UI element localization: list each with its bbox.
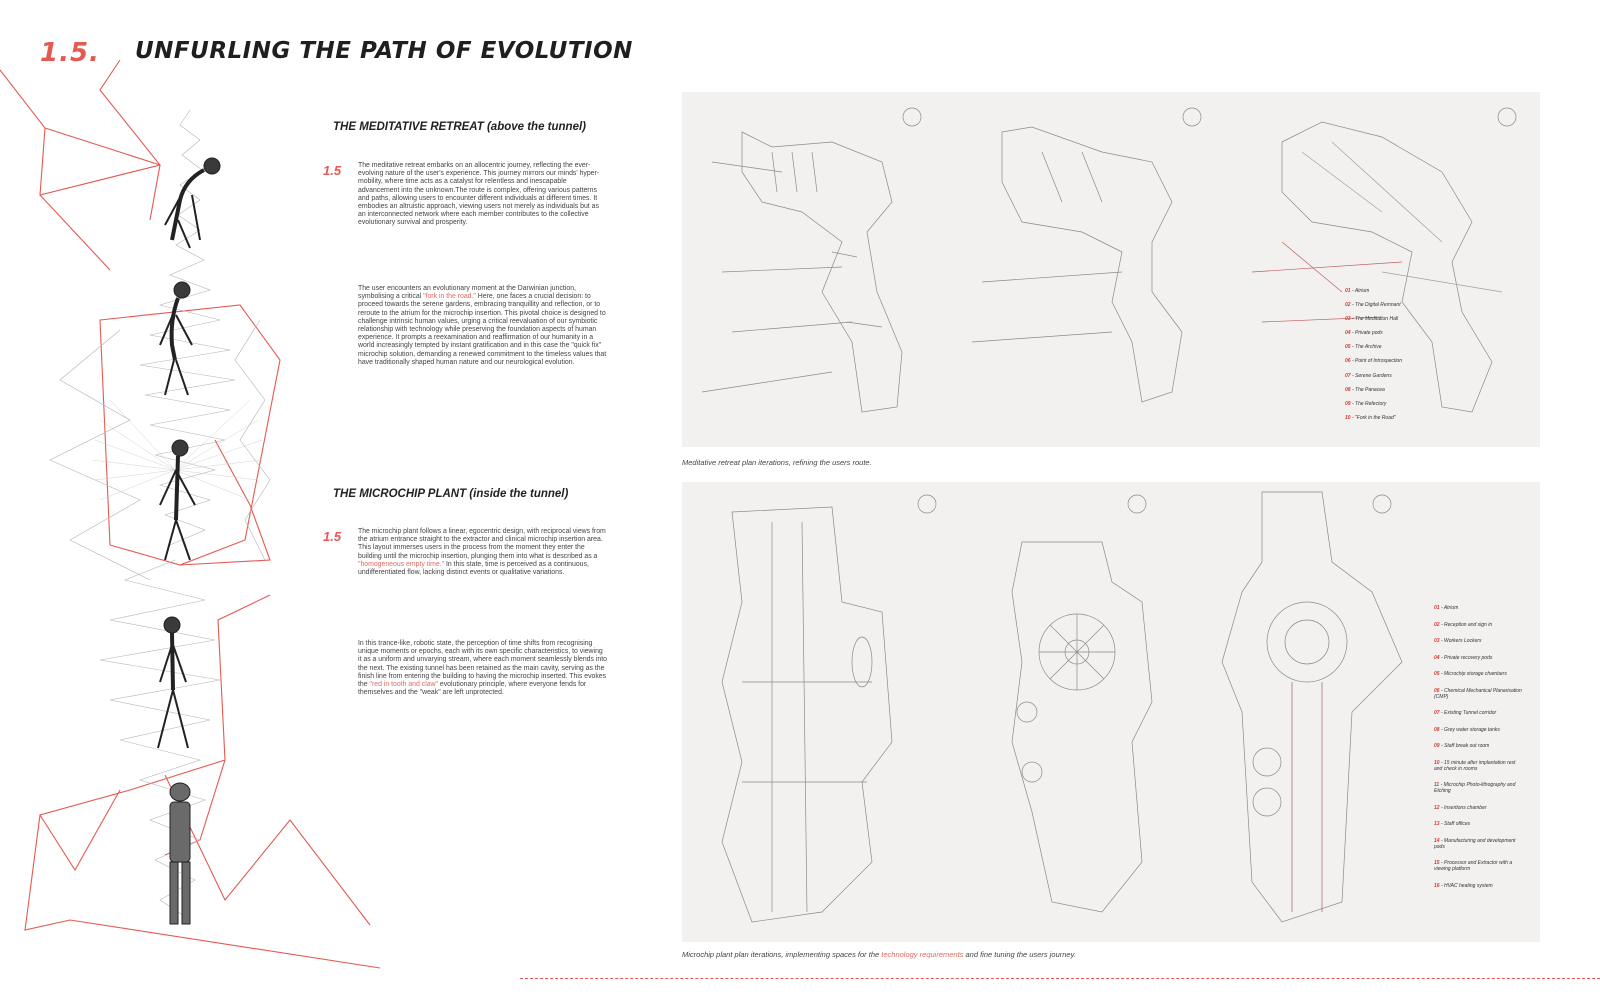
legend-item: 12 - Insertions chamber [1434,804,1487,811]
microchip-plan-iteration-1 [722,495,936,922]
legend-label: The Digital Remnant [1355,302,1401,309]
bottom-panel-caption [682,950,1076,959]
legend-item: 07 - Serene Gardens [1345,372,1392,379]
legend-item: 09 - Staff break out room [1434,743,1490,749]
meditative-paragraph-2 [358,285,608,367]
paragraph-text: In this trance-like, robotic state, the perception of time shifts from recognising unique moments or epochs, each with its own specific characteristics, to viewing it as a uniform and unvarying stream, where each moment seamlessly blends into the next. The existing tunnel has been retained as the main cavity, serving as the finish line from entering the building to having the microchip inserted. This evokes the [358,640,607,689]
microchip-plan-iteration-2 [1012,495,1152,912]
legend-number: 06 [1434,687,1440,694]
legend-item: 02 - Reception and sign in [1434,621,1493,628]
highlight-text: "fork in the road." [423,293,476,301]
legend-item: 15 - Processor and Extractor with a viewing platform [1434,860,1513,872]
legend-item: 08 - The Panacea [1345,386,1385,393]
legend-number: 13 [1434,821,1440,827]
section-number: 1.5. [40,38,100,68]
legend-item: 06 - Chemical Mechanical Planarisation (CMP) [1434,687,1522,700]
legend-label: Manufacturing and development pods [1434,837,1516,850]
legend-number: 03 [1434,638,1440,644]
legend-label: Microchip storage chambers [1444,671,1507,677]
legend-number: 14 [1434,837,1440,844]
skeleton-figures [158,158,220,924]
legend-label: Insertions chamber [1444,804,1487,811]
caption-text: and fine tuning the users journey. [963,950,1076,959]
meditative-paragraph-1: The meditative retreat embarks on an allocentric journey, reflecting the ever-evolving nature of the user's experience. This journey mirrors our minds' hyper-mobility, where time acts as a catalyst for relentless and inescapable advancement into the unknown.The route is complex, offering various patterns and paths, allowing users to encounter different individuals at different times. It embodies an altruistic approach, viewing users not merely as individuals but as an interconnected network where each member contributes to the collective evolutionary survival and prosperity. [358,162,600,227]
wave-lines [50,110,270,920]
legend-number: 07 [1345,372,1351,379]
legend-label: Processor and Extractor with a viewing platform [1434,860,1513,872]
legend-number: 05 [1434,671,1440,677]
legend-number: 05 [1345,344,1351,351]
legend-number: 08 [1434,726,1440,733]
paragraph-text: evolutionary principle, where everyone fends for themselves and the "weak" are left unprotected. [358,681,587,697]
microchip-plan-drawings [682,482,1540,942]
legend-number: 10 [1434,759,1440,766]
north-arrow-icon [903,108,921,126]
legend-number: 10 [1345,414,1351,421]
legend-label: Private recovery pods [1444,654,1493,661]
legend-item: 02 - The Digital Remnant [1345,302,1401,309]
legend-number: 02 [1434,621,1440,628]
dashed-divider [520,978,1600,979]
north-arrow-icon [1498,108,1516,126]
cyborg-figure [170,783,190,924]
legend-item: 01 - Atrium [1434,605,1459,611]
legend-label: Existing Tunnel corridor [1444,710,1497,716]
legend-number: 12 [1434,804,1440,811]
legend-label: The Archive [1355,344,1382,351]
legend-item: 09 - The Refectory [1345,400,1387,407]
legend-number: 15 [1434,860,1440,866]
legend-item: 08 - Grey water storage tanks [1434,726,1500,733]
legend-number: 09 [1345,400,1351,407]
early-hominid-skeleton-figure [160,282,192,395]
north-arrow-icon [918,495,936,513]
legend-label: The Refectory [1355,400,1387,407]
red-geometric-lines [0,60,380,968]
legend-number: 11 [1434,782,1440,788]
microchip-plan-panel [682,482,1540,942]
paragraph-number: 1.5 [323,163,342,178]
highlight-text: "homogeneous empty time." [358,560,445,568]
meditative-plan-iteration-2 [972,108,1201,402]
legend-label: "Fork in the Road" [1355,414,1396,421]
paragraph-text: Here, one faces a crucial decision: to proceed towards the serene gardens, embracing tranquillity and reflection, or to reroute to the atrium for the microchip insertion. This pivotal choice is designed to challenge intrinsic human values, urging a critical reevaluation of our symbiotic relationship with technology while preserving the foundation aspects of human experience. It prompts a reexamination and reaffirmation of our humanity in a world increasingly tempted by instant gratification and in this case the "quick fix" microchip solution, demanding a renewed commitment to the timeless values that have traditionally shaped human nature and our neurological evolution. [358,293,607,366]
legend-item: 03 - Workers Lockers [1434,638,1482,644]
legend-label: HVAC heating system [1444,882,1493,889]
legend-item: 10 - 15 minute after implantation rest and check in rooms [1434,759,1516,772]
highlight-text: "red in tooth and claw" [369,681,438,689]
legend-label: The Meditation Hall [1355,316,1399,323]
legend-item: 06 - Point of Introspection [1345,358,1402,365]
legend-label: The Panacea [1355,386,1385,393]
microchip-paragraph-1 [358,528,608,577]
legend-number: 03 [1345,316,1351,323]
human-skeleton-figure [158,617,188,748]
legend-number: 01 [1434,605,1440,611]
top-panel-caption: Meditative retreat plan iterations, refining the users route. [682,458,872,467]
section-heading-microchip: THE MICROCHIP PLANT (inside the tunnel) [333,488,569,500]
microchip-plan-iteration-3 [1222,492,1402,922]
legend-item: 04 - Private recovery pods [1434,654,1493,661]
legend-number: 16 [1434,882,1440,889]
legend-number: 08 [1345,386,1351,393]
section-heading-meditative: THE MEDITATIVE RETREAT (above the tunnel) [333,121,586,133]
legend-number: 09 [1434,743,1440,749]
legend-item: 10 - "Fork in the Road" [1345,414,1396,421]
legend-item: 11 - Microchip Photo-lithography and Etching [1434,782,1516,794]
legend-label: Chemical Mechanical Planarisation (CMP) [1434,687,1522,700]
legend-label: Atrium [1443,605,1459,611]
legend-number: 04 [1434,654,1440,661]
meditative-legend [1345,288,1435,429]
north-arrow-icon [1128,495,1146,513]
legend-item: 05 - The Archive [1345,344,1382,351]
caption-text: Microchip plant plan iterations, implementing spaces for the [682,950,882,959]
microchip-paragraph-2 [358,640,608,697]
paragraph-text: The user encounters an evolutionary moment at the Darwinian junction, symbolising a critical [358,285,576,301]
legend-number: 04 [1345,330,1351,337]
legend-item: 03 - The Meditation Hall [1345,316,1399,323]
legend-label: Atrium [1354,288,1370,294]
legend-label: Staff break out room [1444,743,1490,749]
legend-item: 14 - Manufacturing and development pods [1434,837,1516,850]
legend-item: 07 - Existing Tunnel corridor [1434,710,1497,716]
meditative-plan-iteration-1 [702,108,921,412]
legend-label: Serene Gardens [1355,372,1392,379]
hatch-fan [92,400,262,500]
legend-item: 05 - Microchip storage chambers [1434,671,1507,677]
legend-label: Workers Lockers [1444,638,1482,644]
legend-label: 15 minute after implantation rest and check in rooms [1434,759,1516,772]
paragraph-text: The microchip plant follows a linear, egocentric design, with reciprocal views from the atrium entrance straight to the extractor and clinical microchip insertion area. This layout immerses users in the process from the moment they enter the building until the microchip insertion, plunging them into what is described as a [358,528,606,560]
microchip-legend [1434,605,1524,899]
caption-highlight: technology requirements [881,950,964,959]
page-title: UNFURLING THE PATH OF EVOLUTION [135,38,633,64]
legend-item: 13 - Staff offices [1434,821,1471,827]
legend-label: Grey water storage tanks [1444,726,1500,733]
legend-number: 01 [1345,288,1351,294]
legend-label: Reception and sign in [1444,621,1493,628]
paragraph-number: 1.5 [323,529,342,544]
legend-label: Microchip Photo-lithography and Etching [1434,782,1516,794]
north-arrow-icon [1373,495,1391,513]
legend-item: 16 - HVAC heating system [1434,882,1493,889]
legend-item: 01 - Atrium [1345,288,1370,294]
north-arrow-icon [1183,108,1201,126]
legend-label: Point of Introspection [1355,358,1402,365]
legend-item: 04 - Private pods [1345,330,1383,337]
legend-label: Staff offices [1444,821,1471,827]
paragraph-text: In this state, time is perceived as a continuous, undifferentiated flow, lacking distinct events or qualitative variations. [358,560,589,577]
legend-label: Private pods [1355,330,1383,337]
legend-number: 07 [1434,710,1440,716]
hominid-skeleton-figure [160,440,195,560]
legend-number: 02 [1345,302,1351,309]
ape-skeleton-figure [165,158,220,248]
legend-number: 06 [1345,358,1351,365]
